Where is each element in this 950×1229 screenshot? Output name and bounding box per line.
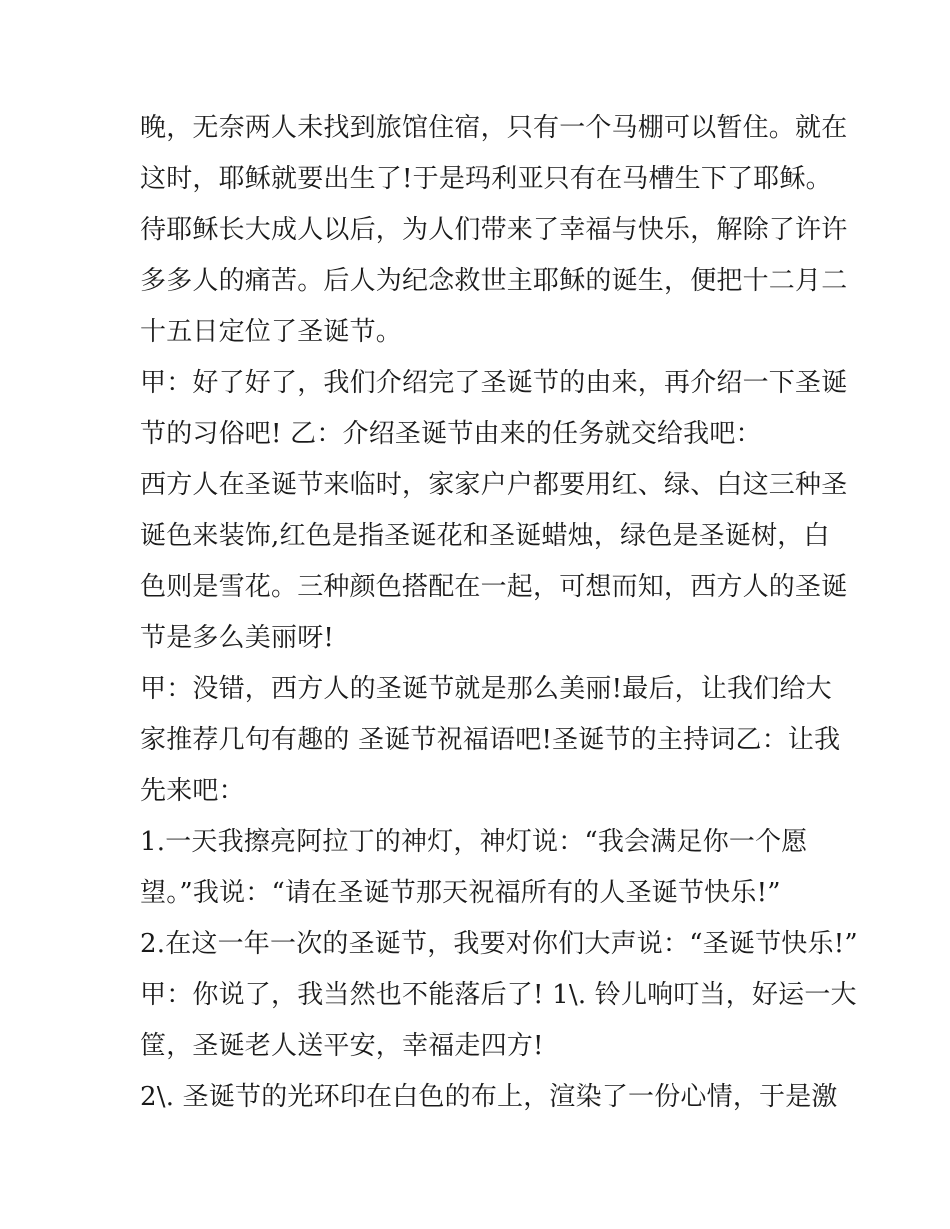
text-line: 筐，圣诞老人送平安，幸福走四方! xyxy=(140,1031,544,1061)
text-line: 先来吧： xyxy=(140,776,245,806)
text-line: 晚，无奈两人未找到旅馆住宿，只有一个马棚可以暂住。就在 xyxy=(140,113,848,143)
text-line: 甲：好了好了，我们介绍完了圣诞节的由来，再介绍一下圣诞 xyxy=(140,368,848,398)
text-line: 节是多么美丽呀! xyxy=(140,623,335,653)
text-line: 1.一天我擦亮阿拉丁的神灯，神灯说：“我会满足你一个愿 xyxy=(140,827,808,857)
text-line: 待耶稣长大成人以后，为人们带来了幸福与快乐，解除了许许 xyxy=(140,215,848,245)
text-line: 十五日定位了圣诞节。 xyxy=(140,317,403,347)
text-line: 甲：没错，西方人的圣诞节就是那么美丽!最后，让我们给大 xyxy=(140,674,832,704)
text-line: 望。”我说：“请在圣诞节那天祝福所有的人圣诞节快乐!” xyxy=(140,878,781,908)
text-line: 2\. 圣诞节的光环印在白色的布上，渲染了一份心情，于是激 xyxy=(140,1082,838,1112)
text-line: 这时，耶稣就要出生了!于是玛利亚只有在马槽生下了耶稣。 xyxy=(140,164,832,194)
text-line: 节的习俗吧! 乙：介绍圣诞节由来的任务就交给我吧： xyxy=(140,419,762,449)
text-line: 诞色来装饰,红色是指圣诞花和圣诞蜡烛，绿色是圣诞树，白 xyxy=(140,521,830,551)
text-line: 家推荐几句有趣的 圣诞节祝福语吧!圣诞节的主持词乙：让我 xyxy=(140,725,841,755)
text-line: 色则是雪花。三种颜色搭配在一起，可想而知，西方人的圣诞 xyxy=(140,572,848,602)
text-line: 甲：你说了，我当然也不能落后了! 1\. 铃儿响叮当，好运一大 xyxy=(140,980,857,1010)
text-line: 西方人在圣诞节来临时，家家户户都要用红、绿、白这三种圣 xyxy=(140,470,848,500)
text-line: 多多人的痛苦。后人为纪念救世主耶稣的诞生，便把十二月二 xyxy=(140,266,848,296)
text-line: 2.在这一年一次的圣诞节，我要对你们大声说：“圣诞节快乐!” xyxy=(140,929,858,959)
